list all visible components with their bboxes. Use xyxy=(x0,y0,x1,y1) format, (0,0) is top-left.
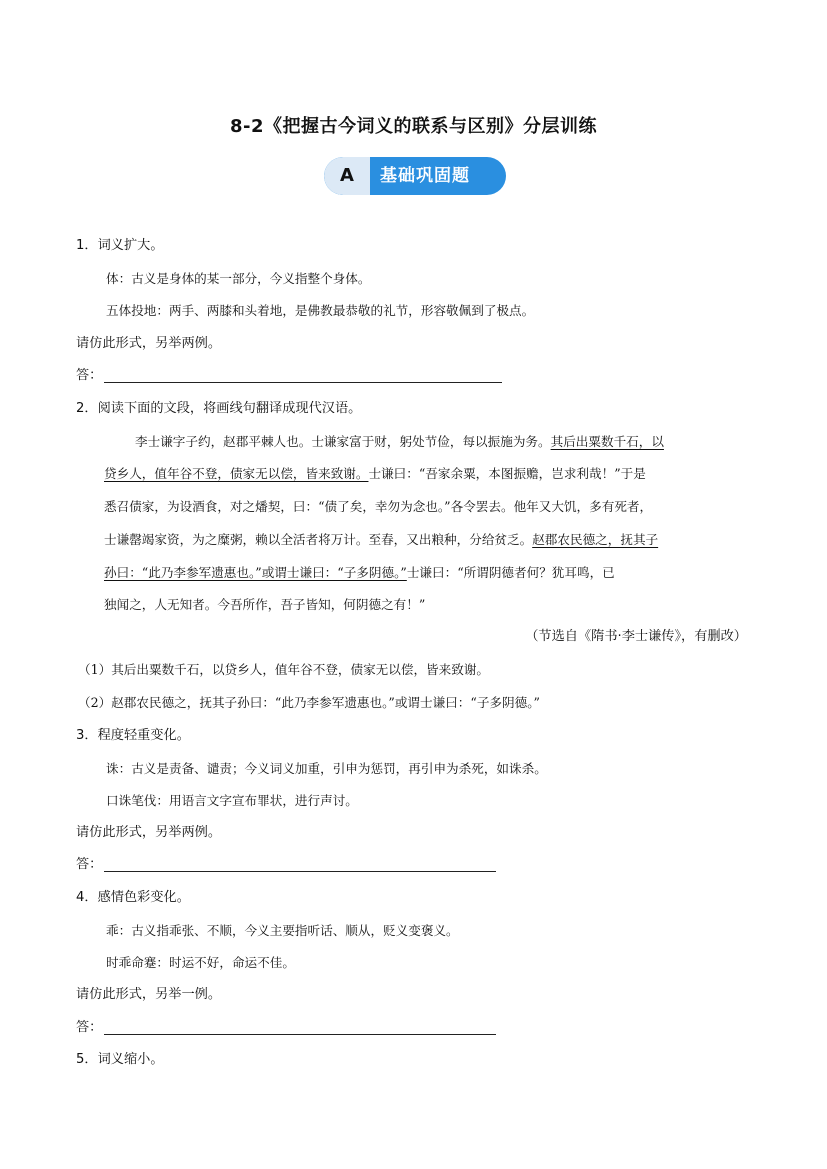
badge-label: 基础巩固题 xyxy=(380,166,470,186)
q4-example-2: 时乖命蹇：时运不好，命运不佳。 xyxy=(106,955,295,970)
q4-answer-line[interactable] xyxy=(104,1034,496,1035)
q3-heading: 3．程度轻重变化。 xyxy=(76,728,190,743)
q1-example-1: 体：古义是身体的某一部分，今义指整个身体。 xyxy=(106,271,371,286)
q3-example-1: 诛：古义是责备、谴责；今义词义加重，引申为惩罚，再引申为杀死，如诛杀。 xyxy=(106,761,547,776)
q2-passage-line-4 xyxy=(104,531,658,549)
q1-example-2: 五体投地：两手、两膝和头着地，是佛教最恭敬的礼节，形容敬佩到了极点。 xyxy=(106,303,535,318)
q2-text: 士谦曰：“所谓阴德者何？犹耳鸣，已 xyxy=(406,565,615,580)
q1-answer-line[interactable] xyxy=(104,382,502,383)
q2-passage-line-6: 独闻之，人无知者。今吾所作，吾子皆知，何阴德之有！” xyxy=(104,597,426,612)
q2-sub-2: （2）赵郡农民德之，抚其子孙曰：“此乃李参军遗惠也。”或谓士谦曰：“子多阴德。” xyxy=(78,695,540,710)
q2-text: 士谦曰：“吾家余粟，本图振赡，岂求利哉！”于是 xyxy=(368,466,646,481)
q2-text: 士谦罄竭家资，为之糜粥，赖以全活者将万计。至春，又出粮种，分给贫乏。 xyxy=(104,532,533,547)
q1-heading: 1．词义扩大。 xyxy=(76,238,164,253)
q3-instruction: 请仿此形式，另举两例。 xyxy=(76,825,222,840)
q2-underlined-sentence-1b: 贷乡人，值年谷不登，债家无以偿，皆来致谢。 xyxy=(104,466,369,481)
q1-answer-label: 答： xyxy=(76,368,103,383)
section-badge xyxy=(324,157,506,195)
q3-answer-label: 答： xyxy=(76,857,103,872)
q2-passage-line-5 xyxy=(104,564,615,582)
q4-example-1: 乖：古义指乖张、不顺，今义主要指听话、顺从，贬义变褒义。 xyxy=(106,923,459,938)
q4-heading: 4．感情色彩变化。 xyxy=(76,890,190,905)
q1-instruction: 请仿此形式，另举两例。 xyxy=(76,336,222,351)
q2-underlined-sentence-2: 赵郡农民德之，抚其子 xyxy=(532,532,659,547)
q3-example-2: 口诛笔伐：用语言文字宣布罪状，进行声讨。 xyxy=(106,793,358,808)
q2-source: （节选自《隋书·李士谦传》，有删改） xyxy=(525,629,747,644)
q2-heading: 2．阅读下面的文段，将画线句翻译成现代汉语。 xyxy=(76,401,362,416)
page-title: 8-2《把握古今词义的联系与区别》分层训练 xyxy=(229,116,598,137)
q2-text: 李士谦字子约，赵郡平棘人也。士谦家富于财，躬处节俭，每以振施为务。 xyxy=(135,434,551,449)
q5-heading: 5．词义缩小。 xyxy=(76,1052,164,1067)
q3-answer-line[interactable] xyxy=(104,871,496,872)
q4-instruction: 请仿此形式，另举一例。 xyxy=(76,987,222,1002)
q2-passage-line-1 xyxy=(135,433,664,451)
q2-underlined-sentence-1: 其后出粟数千石，以 xyxy=(550,434,664,449)
badge-letter: A xyxy=(324,157,370,195)
q2-underlined-sentence-2b: 孙曰：“此乃李参军遗惠也。”或谓士谦曰：“子多阴德。” xyxy=(104,565,407,580)
q2-passage-line-2 xyxy=(104,465,646,483)
q2-passage-line-3: 悉召债家，为设酒食，对之燔契，曰：“债了矣，幸勿为念也。”各令罢去。他年又大饥，多有死者， xyxy=(104,499,653,514)
q2-sub-1: （1）其后出粟数千石，以贷乡人，值年谷不登，债家无以偿，皆来致谢。 xyxy=(78,662,490,677)
q4-answer-label: 答： xyxy=(76,1020,103,1035)
